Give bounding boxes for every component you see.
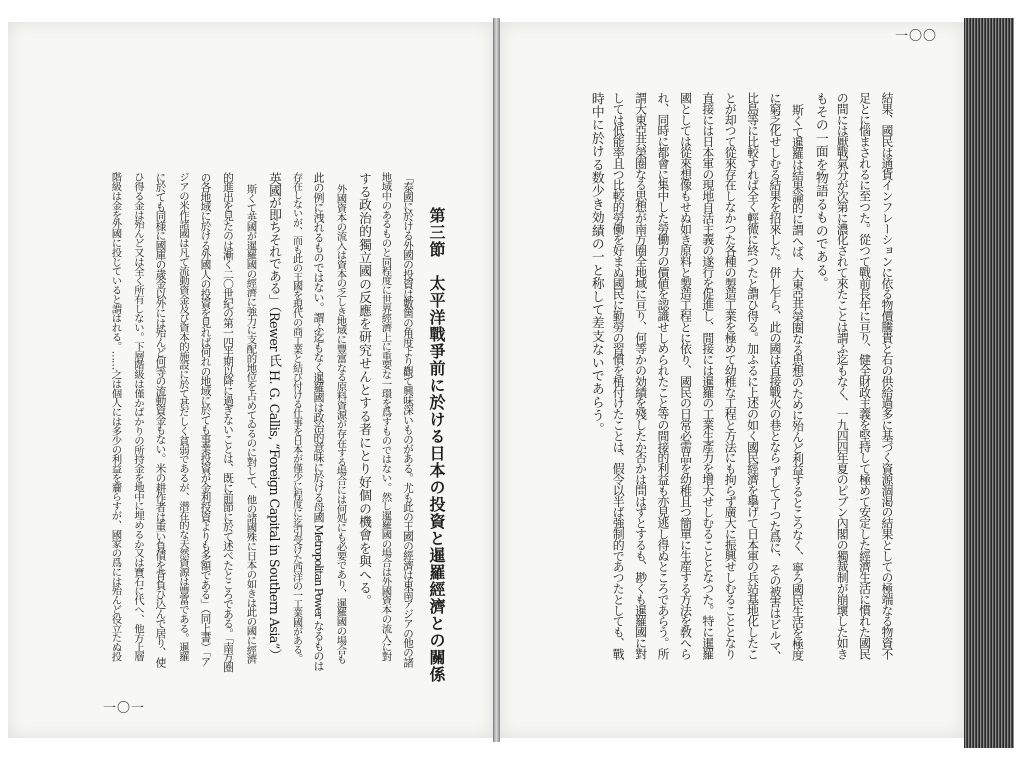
text-column: に窮乏化せしむる結果を招來した。併し乍ら、此の國は直接戰火の巷となら ずして了つた爲に、その被害はビルマ、 xyxy=(768,92,782,662)
left-page xyxy=(8,22,493,738)
text-column: ひ得る金は殆んど又は全く所有しない。下層階級は僅かばかりの所持金を地中に埋めるか又は寶石に代へ、他方上層 xyxy=(132,172,144,661)
text-column: 的進出を見たのは漸く二〇世紀の第一四半期以降に過ぎないことは、既に前節に於て述べたところである。「南方圈 xyxy=(222,172,235,672)
text-column: 謂大東亞共榮圈なる思想が南方圈全地域に亘り、何等かの効績を殘したか否かは問はずとするも、尠くも暹羅國に對 xyxy=(633,92,648,659)
text-column: しては低能率且つ比較的勞働を好まぬ國民に勤勞の習慣を植付けたことは、假令以半ば強制的であつたとしても、戰 xyxy=(611,92,626,659)
book-gutter xyxy=(493,18,500,742)
text-column: 斯くて暹羅は結果論的に謂へば、大東亞共榮圈なる思想のために殆んど利益するところなく、寧ろ國民生活を極度 xyxy=(790,104,805,660)
left-page-number: 一〇一 xyxy=(103,701,146,716)
text-column: 足とに惱まされるに至つた。從つて戰前長年に亘り、健全財政主義を堅持して極めて安定した經濟生活に慣れた國民 xyxy=(857,92,872,659)
text-column: 時中に於ける数少き効績の一と称して差支ないであらう。 xyxy=(588,92,604,436)
text-column: ジアの米作諸國は凡て流動資金及び資本的施設に於て甚だしく貧弱であるが、潜在的な天然資源は豐富である。暹羅 xyxy=(177,172,189,661)
text-column: れ、同時に都會に集中した勞働力の價値を認識せしめられたこと等の間接的利益も亦見逃し得ぬところであらう。所 xyxy=(656,92,670,659)
text-column: 結果、國民は通貨インフレーションに依る物價騰貴と右の供給過多に基づく資源涸渇の結果としての極端なる物資不 xyxy=(880,92,894,659)
text-column: 此の例に洩れるものではない。謂ふ迄もなく暹羅國は政治的意味に於ける母國 Metropolitan Power なるものは xyxy=(312,172,325,671)
text-column: もその一面を物語るものである。 xyxy=(812,92,828,290)
right-page-number: 一〇〇 xyxy=(895,29,938,44)
text-column: 國としては從來想像もせぬ如き原料と製造工程とに依り、國民の日常必需品を幼稚且つ簡單に生産する方法を敎へら xyxy=(678,92,693,659)
text-column: 英國が即ちそれである」（Rewer 氏 H. G. Callis, “Foreign Capital in Southern Asia”） xyxy=(266,172,281,661)
section-heading: 第三節 太平洋戰爭前に於ける日本の投資と暹羅經濟との關係 xyxy=(427,207,446,683)
text-column: 外國資本の流入は資本の乏しき地域に豐富なる原料資源が存在する場合には何処にも必要であり、暹羅國の場合も xyxy=(334,184,347,664)
text-column: 「泰國に於ける外國の投資は數箇の角度より觀て興味深いものがある。尤も此の王國の經濟は東南アジアの他の諸 xyxy=(402,172,415,667)
page-edges xyxy=(964,18,1014,748)
text-column: の各地域に於ける外國人の投資を見れば何れの地域に於ても事業投資が金利投資よりも多額である」（同上書）「ア xyxy=(199,172,213,666)
text-column: とが却つて從來存在しなかつた各種の製造工業を極めて幼稚な工程と方法にも拘らず廣大に振興せしむることとなり xyxy=(723,92,738,659)
text-column: 存在しないが、而も此の王國を現代の商工業と結び付ける仕事を日本が僅少に程度に迄引受けた西洋の一工業國がある。 xyxy=(290,172,302,663)
text-column: に於ても同様に國庫の歲金以外には殆んど何等の流動資金もない。米の耕作者は重い負債を背負ひ込んで居り、使 xyxy=(154,172,168,667)
right-page xyxy=(500,22,964,738)
text-column: 直接には日本軍の現地自活主義の遂行を促進し、間接には暹羅の工業生產力を增大せしむることとなつた。特に暹羅 xyxy=(700,92,715,659)
text-column: 地域中のあるものと同程度に世界經濟上に重要な一環を爲すものではない。然し暹羅國の場合は外國資本の流入に對 xyxy=(379,172,392,661)
text-column: 斯くて英國が暹羅國の經濟に強力に支配的地位を占めてゐるのに對して、他の諸國殊に日本の如きは此の國に經濟 xyxy=(244,184,257,664)
text-column: する政治的獨立國の反應を研究せんとする者にとり好個の機會を與へる。 xyxy=(356,172,371,608)
text-column: の間には厭戰氣分が次第に濃化されて來たことは謂ふ迄もなく、一九四四年夏のピブン內閣の獨裁制が崩壞した如き xyxy=(835,92,850,659)
text-column: 階級は金を外國に投じていると謂はれる。……之は個人には多少の利益を齎らすが、國家の爲には殆んど役立たぬ投 xyxy=(109,172,122,661)
text-column: 比島等に比較すれば全く輕微に終つたと謂ひ得る。加ふるに上述の如く國民經濟を擧げて日本軍の兵站基地化したこ xyxy=(745,92,760,659)
